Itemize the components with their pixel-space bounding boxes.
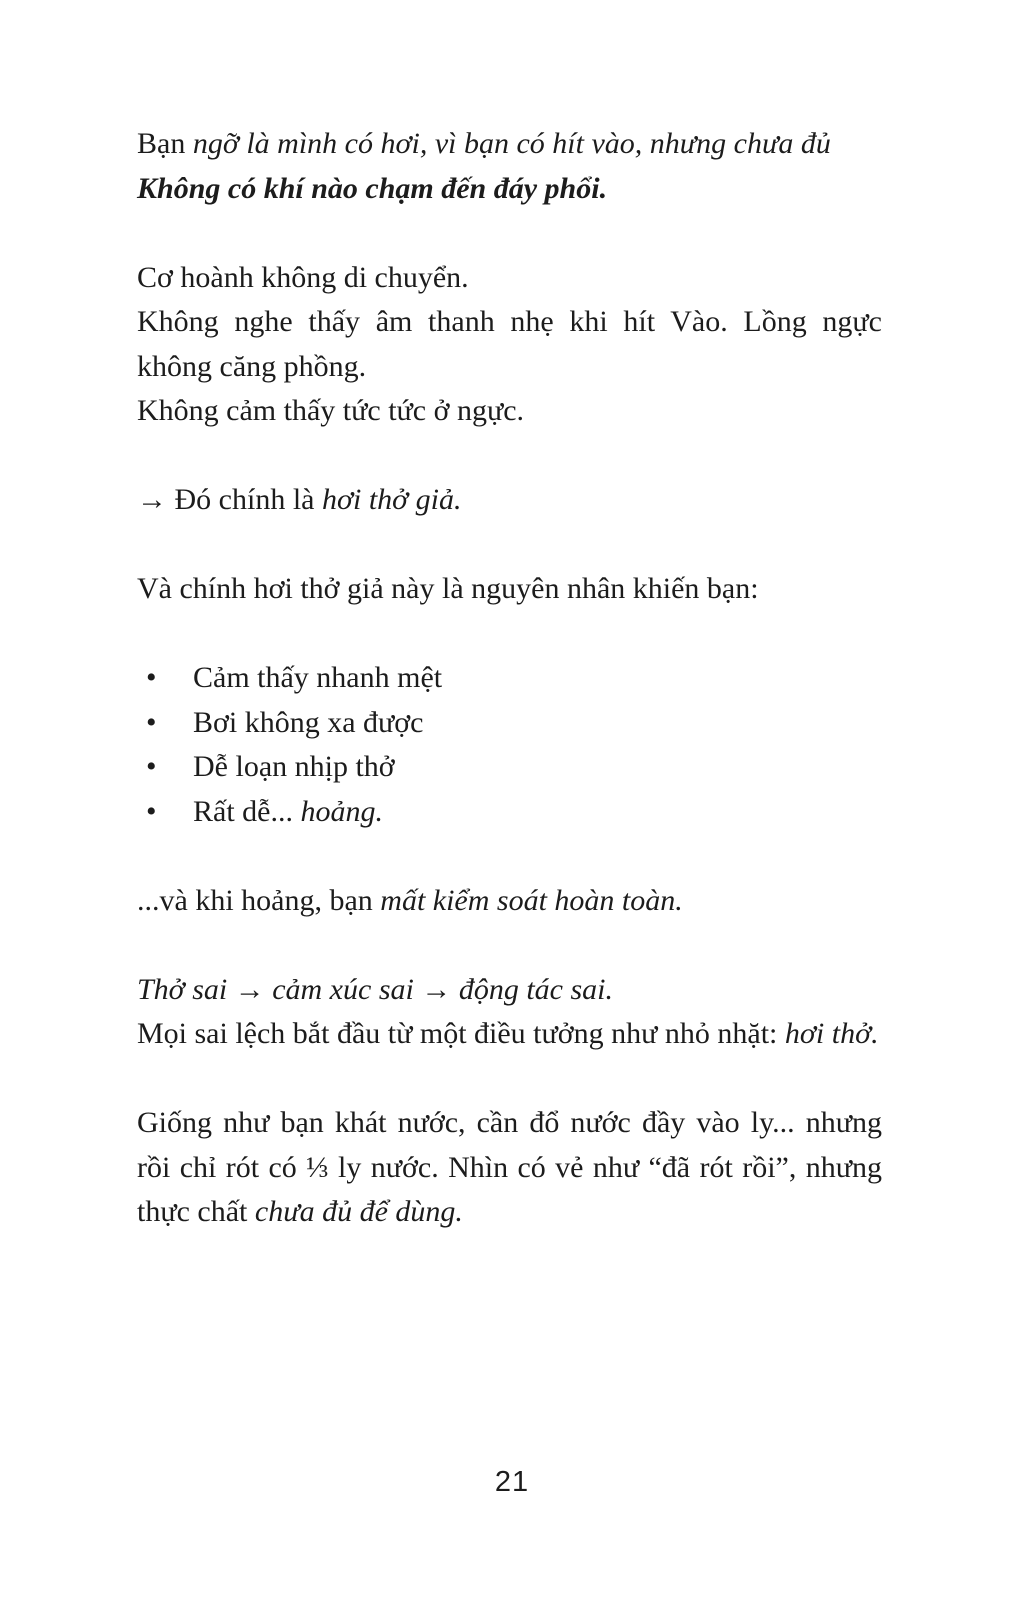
text-run: hơi thở giả. — [321, 483, 462, 516]
bullet-item-panic — [137, 790, 882, 835]
bullet-dot-icon: • — [146, 705, 157, 739]
bullet-dot-icon: • — [146, 794, 157, 828]
text-run: Giống như bạn khát nước, cần đổ nước đầy vào ly... nhưng rồi chỉ rót có ⅓ ly nước. Nhìn có vẻ như “đã rót rồi”, nhưng thực chất — [137, 1106, 882, 1228]
text-run: → Đó chính là — [137, 483, 322, 516]
text-run: Bạn — [137, 127, 193, 160]
text-run: Không nghe thấy âm thanh nhẹ khi hít Vào. Lồng ngực không căng phồng. — [137, 305, 882, 383]
text-run: Bơi không xa được — [193, 705, 424, 739]
text-run: ngỡ là mình có hơi, vì bạn có hít vào, nhưng chưa đủ — [192, 127, 831, 160]
bullet-list — [137, 656, 882, 834]
text-run: Mọi sai lệch bắt đầu từ một điều tưởng như nhỏ nhặt: — [137, 1017, 785, 1050]
text-run: Thở sai → cảm xúc sai → động tác sai. — [137, 972, 613, 1006]
text-run: Rất dễ... — [193, 794, 301, 828]
paragraph-symptoms — [137, 256, 882, 434]
text-run: Không có khí nào chạm đến đáy phổi. — [137, 171, 608, 205]
bullet-item-swim-distance — [137, 701, 882, 746]
text-run: Không cảm thấy tức tức ở ngực. — [137, 394, 525, 427]
text-run: Dễ loạn nhịp thở — [193, 750, 395, 783]
paragraph-list-lead-in — [137, 567, 882, 612]
paragraph-water-glass-analogy — [137, 1101, 882, 1235]
text-run: mất kiểm soát hoàn toàn. — [380, 883, 683, 917]
text-run: Và chính hơi thở giả này là nguyên nhân khiến bạn: — [137, 572, 759, 605]
bullet-dot-icon: • — [146, 661, 157, 694]
text-run: Cảm thấy nhanh mệt — [193, 661, 443, 694]
bullet-item-tired — [137, 656, 882, 701]
text-run: chưa đủ để dùng. — [254, 1195, 463, 1228]
page-text-block — [137, 122, 882, 1235]
paragraph-arrow-conclusion — [137, 478, 882, 523]
text-run: ...và khi hoảng, bạn — [137, 883, 381, 917]
text-run: hơi thở. — [784, 1017, 879, 1050]
page-number: 21 — [494, 1466, 530, 1498]
paragraph-losing-control — [137, 879, 882, 924]
bullet-item-rhythm — [137, 745, 882, 790]
paragraph-chain-of-errors — [137, 968, 882, 1057]
bullet-dot-icon: • — [146, 750, 157, 783]
paragraph-false-breath-intro — [137, 122, 882, 211]
text-run: Cơ hoành không di chuyển. — [137, 260, 469, 294]
text-run: hoảng. — [300, 794, 383, 828]
